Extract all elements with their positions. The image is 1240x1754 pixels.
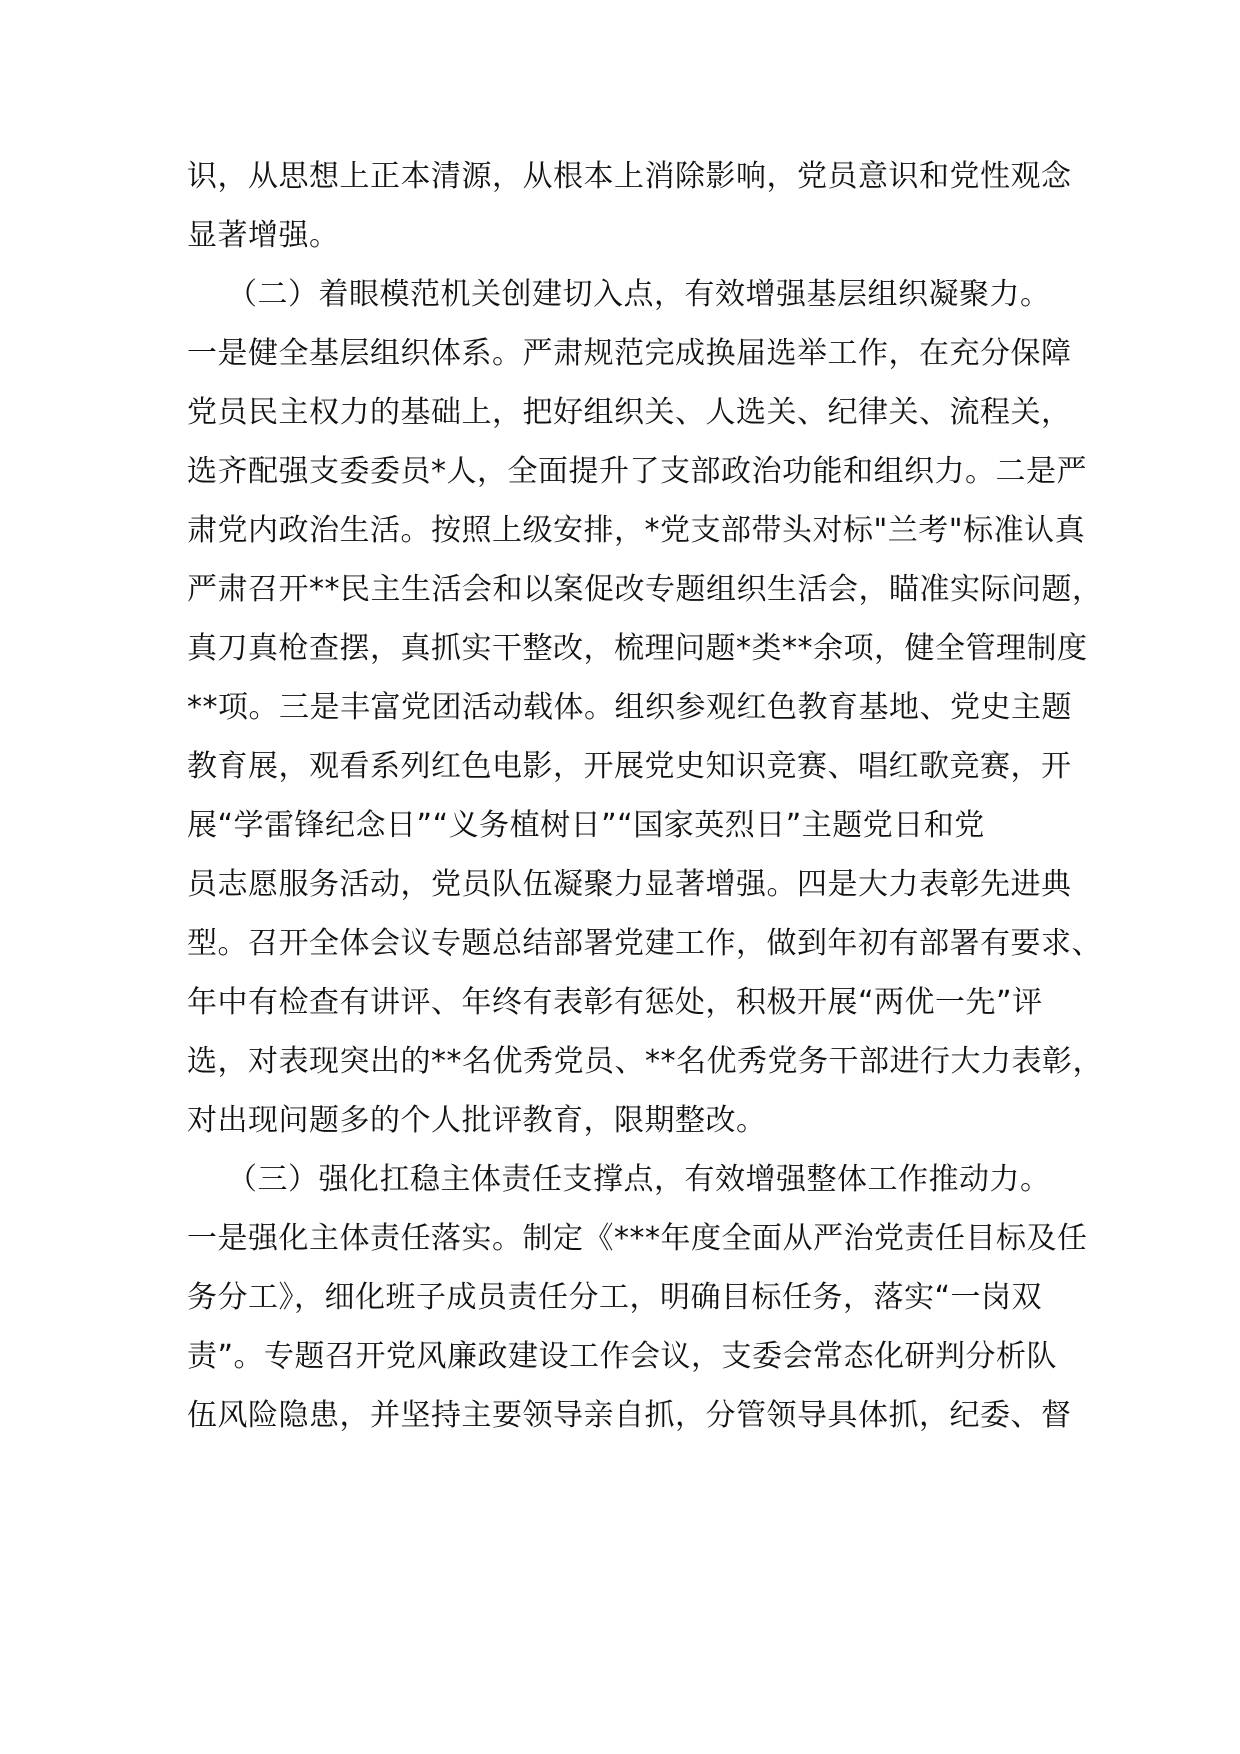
paragraph-line-10: **项。三是丰富党团活动载体。组织参观红色教育基地、党史主题 bbox=[187, 690, 1072, 725]
paragraph-line-22: 伍风险隐患，并坚持主要领导亲自抓，分管领导具体抓，纪委、督 bbox=[187, 1398, 1072, 1433]
paragraph-line-21: 责”。专题召开党风廉政建设工作会议，支委会常态化研判分析队 bbox=[187, 1339, 1058, 1374]
paragraph-line-16: 选，对表现突出的**名优秀党员、**名优秀党务干部进行大力表彰， bbox=[187, 1044, 1103, 1079]
paragraph-line-13: 员志愿服务活动，党员队伍凝聚力显著增强。四是大力表彰先进典 bbox=[187, 867, 1072, 902]
paragraph-line-11: 教育展，观看系列红色电影，开展党史知识竞赛、唱红歌竞赛，开 bbox=[187, 749, 1072, 784]
section-heading-3: （三）强化扛稳主体责任支撑点，有效增强整体工作推动力。 bbox=[227, 1162, 1051, 1197]
paragraph-line-8: 严肃召开**民主生活会和以案促改专题组织生活会，瞄准实际问题， bbox=[187, 572, 1103, 607]
section-heading-2: （二）着眼模范机关创建切入点，有效增强基层组织凝聚力。 bbox=[227, 277, 1051, 312]
paragraph-line-1: 识，从思想上正本清源，从根本上消除影响，党员意识和党性观念 bbox=[187, 159, 1072, 194]
paragraph-line-4: 一是健全基层组织体系。严肃规范完成换届选举工作，在充分保障 bbox=[187, 336, 1072, 371]
paragraph-line-17: 对出现问题多的个人批评教育，限期整改。 bbox=[187, 1103, 767, 1138]
paragraph-line-20: 务分工》，细化班子成员责任分工，明确目标任务，落实“一岗双 bbox=[187, 1280, 1043, 1315]
paragraph-line-7: 肃党内政治生活。按照上级安排，*党支部带头对标"兰考"标准认真 bbox=[187, 513, 1086, 548]
paragraph-line-5: 党员民主权力的基础上，把好组织关、人选关、纪律关、流程关， bbox=[187, 395, 1072, 430]
paragraph-line-9: 真刀真枪查摆，真抓实干整改，梳理问题*类**余项，健全管理制度 bbox=[187, 631, 1088, 666]
paragraph-line-19: 一是强化主体责任落实。制定《***年度全面从严治党责任目标及任 bbox=[187, 1221, 1088, 1256]
paragraph-line-2: 显著增强。 bbox=[187, 218, 340, 253]
paragraph-line-6: 选齐配强支委委员*人，全面提升了支部政治功能和组织力。二是严 bbox=[187, 454, 1087, 489]
paragraph-line-12: 展“学雷锋纪念日”“义务植树日”“国家英烈日”主题党日和党 bbox=[187, 808, 985, 843]
paragraph-line-14: 型。召开全体会议专题总结部署党建工作，做到年初有部署有要求、 bbox=[187, 926, 1102, 961]
paragraph-line-15: 年中有检查有讲评、年终有表彰有惩处，积极开展“两优一先”评 bbox=[187, 985, 1043, 1020]
